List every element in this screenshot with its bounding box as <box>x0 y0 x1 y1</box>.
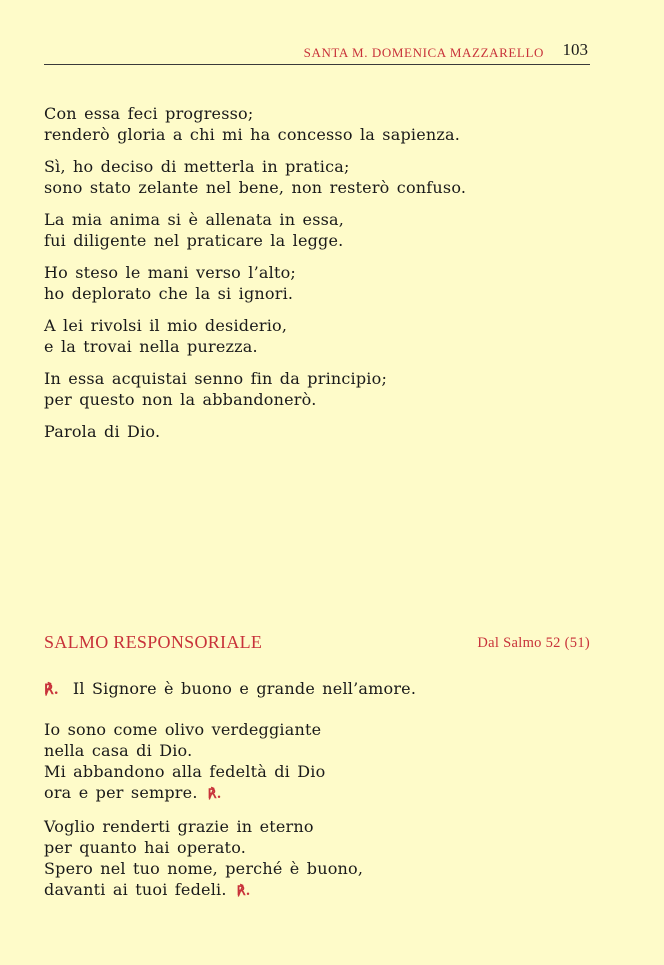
response-icon: ℟. <box>207 787 222 802</box>
reading-stanza <box>44 421 604 442</box>
page-header <box>44 40 590 65</box>
text-line: fui diligente nel praticare la legge. <box>44 231 344 250</box>
text-line: davanti ai tuoi fedeli. <box>44 880 227 899</box>
text-line: per quanto hai operato. <box>44 838 247 857</box>
page-number: 103 <box>562 40 588 59</box>
reading-stanza <box>44 103 604 145</box>
text-line: ho deplorato che la si ignori. <box>44 284 294 303</box>
text-line: renderò gloria a chi mi ha concesso la sapienza. <box>44 125 461 144</box>
running-head: SANTA M. DOMENICA MAZZARELLO <box>303 45 544 60</box>
text-line: In essa acquistai senno fin da principio; <box>44 369 388 388</box>
text-line: Io sono come olivo verdeggiante <box>44 720 322 739</box>
section-title: SALMO RESPONSORIALE <box>44 632 263 652</box>
text-line: nella casa di Dio. <box>44 741 193 760</box>
text-line: La mia anima si è allenata in essa, <box>44 210 345 229</box>
psalm-reference: Dal Salmo 52 (51) <box>477 635 590 651</box>
text-line: ora e per sempre. <box>44 783 198 802</box>
reading-stanza <box>44 156 604 198</box>
text-line: Mi abbandono alla fedeltà di Dio <box>44 762 326 781</box>
text-line: per questo non la abbandonerò. <box>44 390 317 409</box>
text-line: Voglio renderti grazie in eterno <box>44 817 314 836</box>
text-line: e la trovai nella purezza. <box>44 337 258 356</box>
text-line: Spero nel tuo nome, perché è buono, <box>44 859 364 878</box>
text-line: Ho steso le mani verso l’alto; <box>44 263 296 282</box>
reading-text <box>44 103 604 453</box>
text-line: sono stato zelante nel bene, non resterò confuso. <box>44 178 467 197</box>
refrain-text: Il Signore è buono e grande nell’amore. <box>72 679 417 698</box>
text-line: A lei rivolsi il mio desiderio, <box>44 316 288 335</box>
text-line: Con essa feci progresso; <box>44 104 254 123</box>
reading-stanza <box>44 315 604 357</box>
closing-acclamation: Parola di Dio. <box>44 422 161 441</box>
psalm-text <box>44 719 604 913</box>
response-icon: ℟. <box>44 682 59 698</box>
psalm-stanza <box>44 816 604 902</box>
reading-stanza <box>44 262 604 304</box>
response-icon: ℟. <box>236 884 251 899</box>
reading-stanza <box>44 368 604 410</box>
text-line: Sì, ho deciso di metterla in pratica; <box>44 157 350 176</box>
reading-stanza <box>44 209 604 251</box>
psalm-stanza <box>44 719 604 805</box>
psalm-refrain <box>44 678 416 701</box>
